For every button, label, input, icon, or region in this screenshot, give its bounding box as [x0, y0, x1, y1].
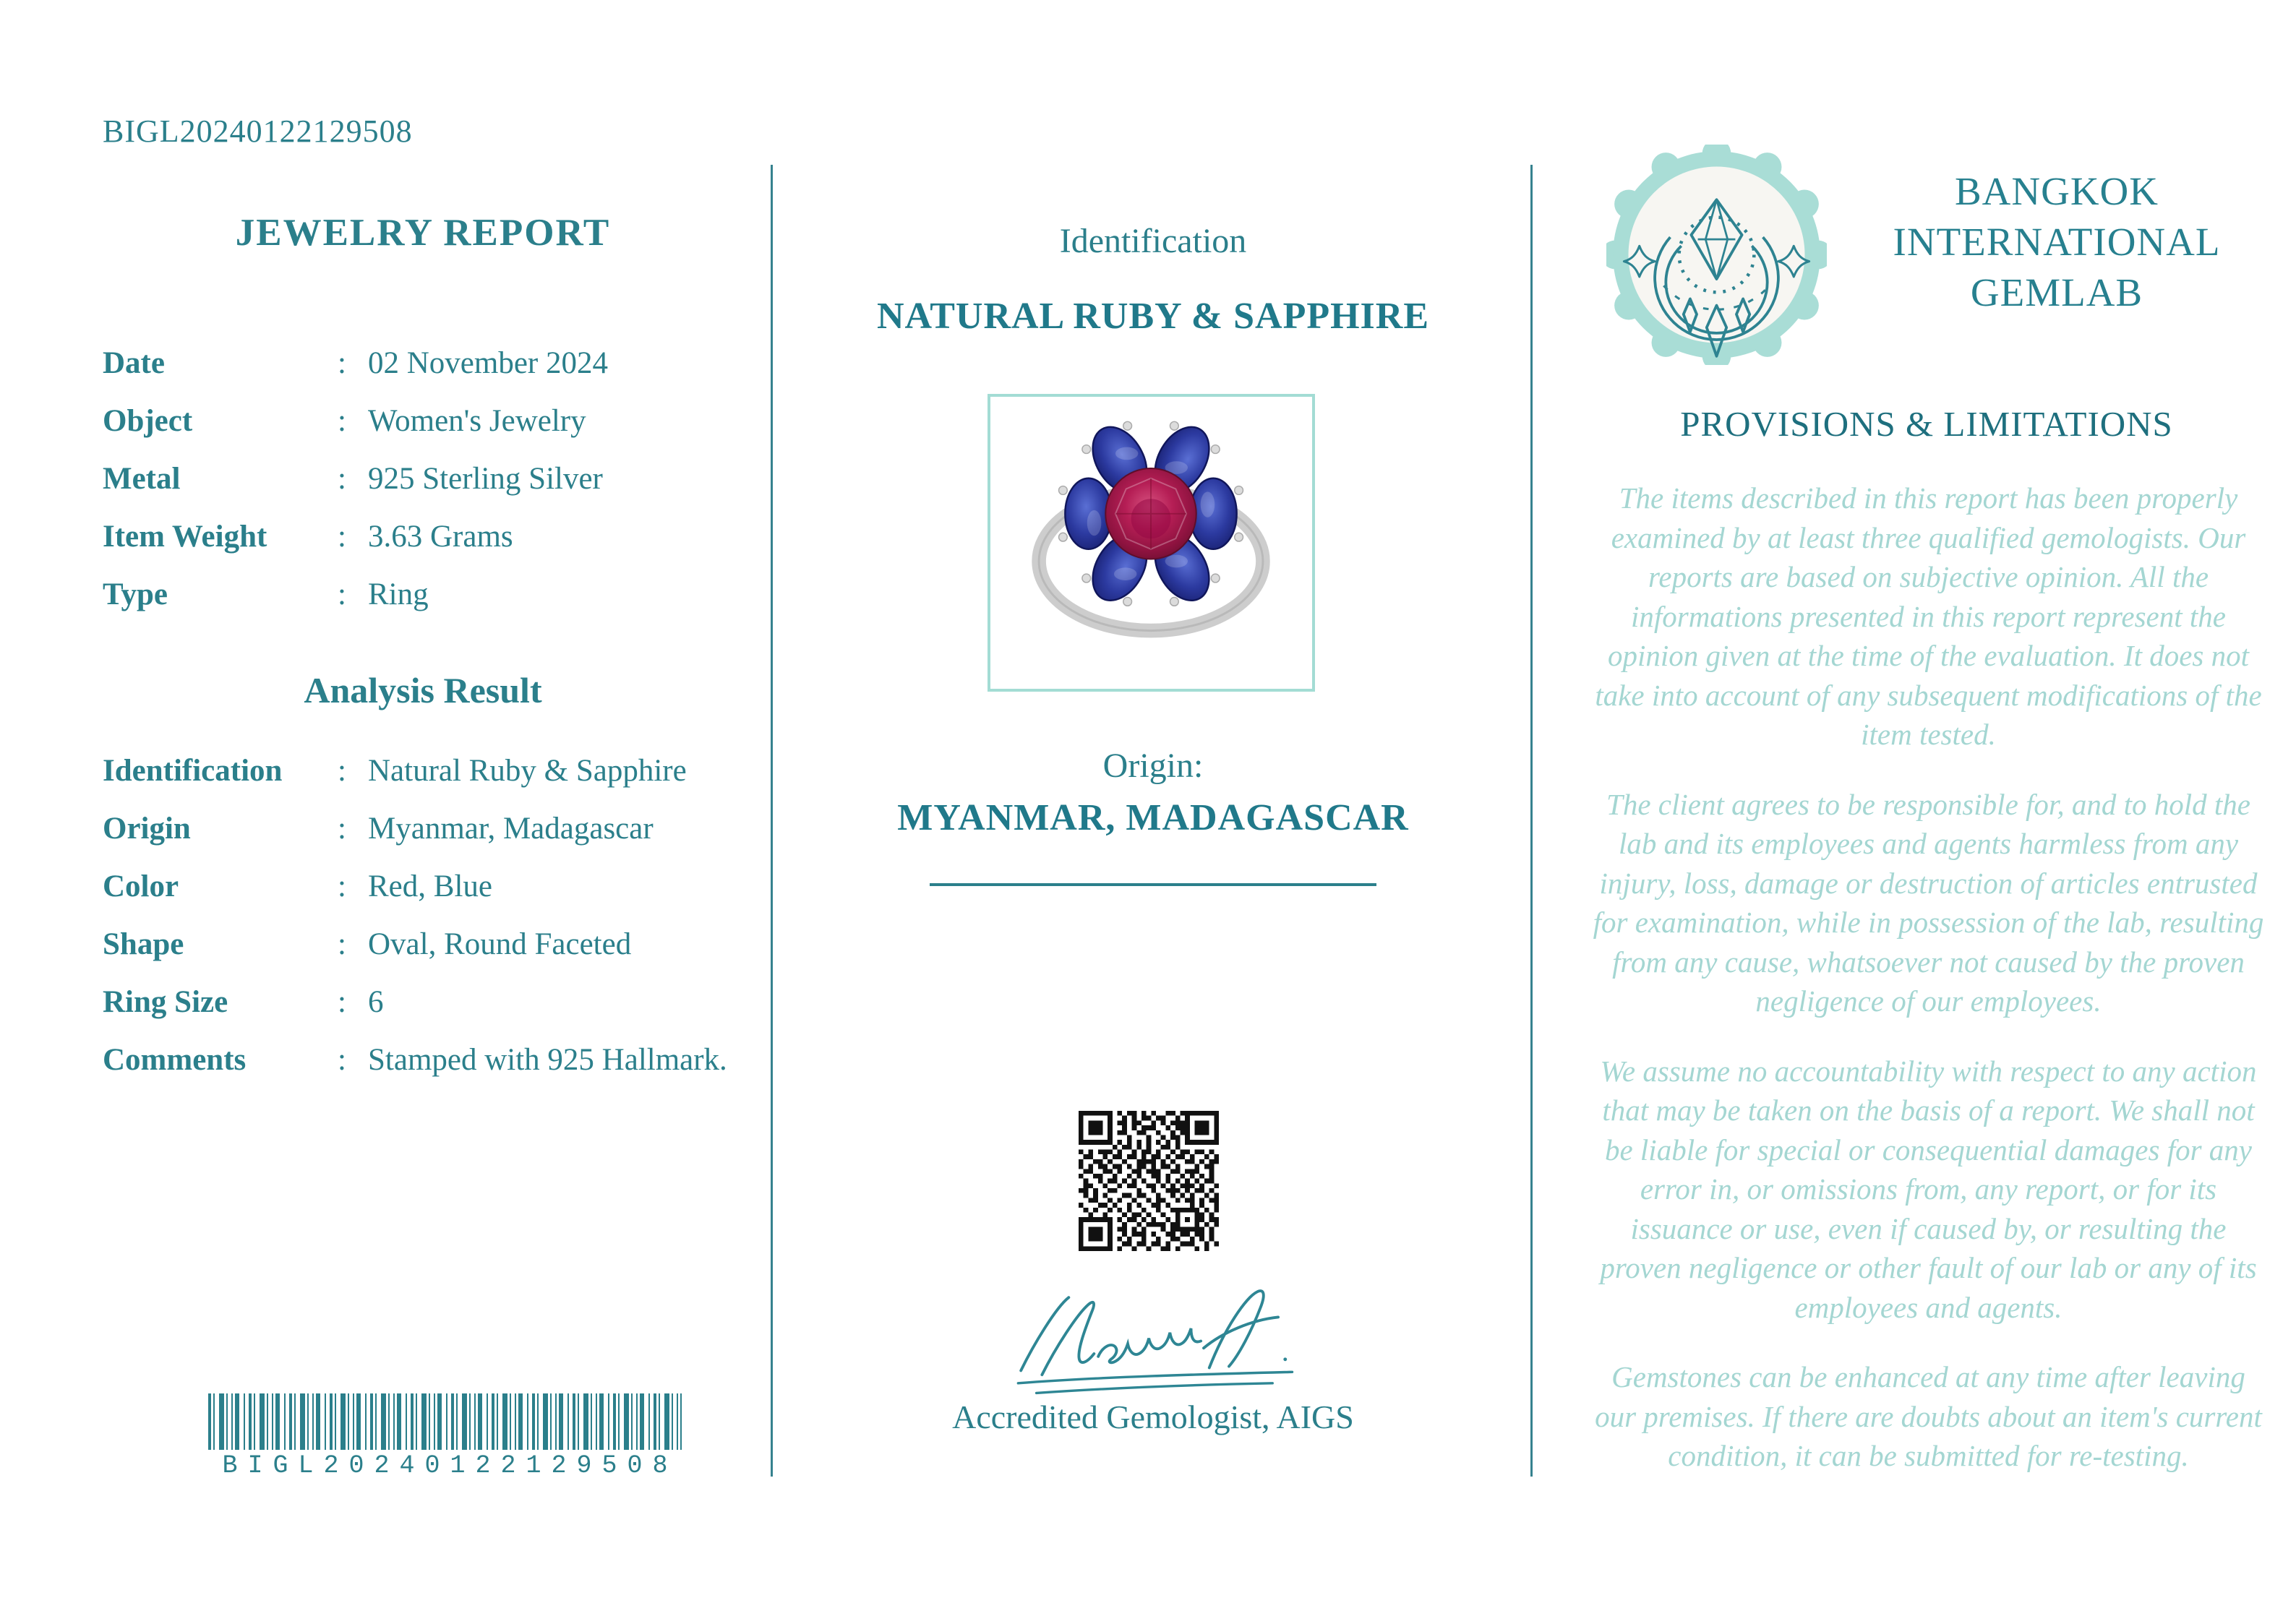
- detail-label: Item Weight: [103, 519, 267, 554]
- detail-row-item-weight: [103, 507, 757, 565]
- provisions-text: [1590, 478, 2266, 1506]
- jewelry-photo-frame: [988, 394, 1315, 692]
- detail-label: Object: [103, 403, 193, 438]
- analysis-value: Stamped with 925 Hallmark.: [368, 1042, 727, 1077]
- analysis-result-table: [103, 742, 757, 1088]
- identification-result: NATURAL RUBY & SAPPHIRE: [876, 296, 1430, 337]
- separator: :: [338, 984, 346, 1019]
- barcode: [208, 1393, 682, 1450]
- separator: :: [338, 519, 346, 554]
- column-divider-right: [1530, 165, 1533, 1477]
- separator: :: [338, 461, 346, 496]
- detail-row-date: [103, 334, 757, 392]
- analysis-row-shape: [103, 915, 757, 973]
- separator: :: [338, 577, 346, 611]
- separator: :: [338, 403, 346, 438]
- detail-value: 3.63 Grams: [368, 519, 513, 554]
- origin-underline: [930, 883, 1376, 886]
- report-title: JEWELRY REPORT: [235, 212, 611, 254]
- detail-label: Date: [103, 345, 165, 380]
- detail-value: Women's Jewelry: [368, 403, 586, 438]
- detail-row-object: [103, 392, 757, 450]
- analysis-row-identification: [103, 742, 757, 799]
- detail-value: Ring: [368, 577, 429, 611]
- detail-row-type: [103, 565, 757, 623]
- gemologist-signature: [972, 1278, 1334, 1404]
- gemlab-logo: [1606, 145, 1827, 365]
- analysis-label: Origin: [103, 811, 191, 846]
- lab-name-line-1: BANGKOK: [1955, 169, 2159, 213]
- analysis-value: 6: [368, 984, 384, 1019]
- detail-label: Metal: [103, 461, 181, 496]
- analysis-result-title: Analysis Result: [304, 670, 542, 710]
- separator: :: [338, 753, 346, 788]
- analysis-label: Shape: [103, 927, 184, 961]
- ring-photo: [990, 397, 1312, 689]
- provisions-paragraph-4: Gemstones can be enhanced at any time after leaving our premises. If there are doubts about an item's current condition, it can be submitted for re-testing.: [1595, 1360, 2262, 1473]
- origin-result: MYANMAR, MADAGASCAR: [897, 797, 1409, 838]
- report-details: [103, 334, 757, 623]
- report-number: BIGL20240122129508: [103, 113, 413, 149]
- lab-name-line-3: GEMLAB: [1970, 270, 2143, 314]
- analysis-label: Identification: [103, 753, 283, 788]
- analysis-label: Ring Size: [103, 984, 228, 1019]
- analysis-row-color: [103, 857, 757, 915]
- separator: :: [338, 811, 346, 846]
- detail-label: Type: [103, 577, 168, 611]
- analysis-value: Red, Blue: [368, 869, 492, 903]
- provisions-paragraph-2: The client agrees to be responsible for, and to hold the lab and its employees and agents harmless from any injury, loss, damage or destruction of articles entrusted for examination, while in possession of the lab, resulting from any cause, whatsoever not caused by the proven negligence of our employees.: [1593, 787, 2264, 1018]
- lab-name-line-2: INTERNATIONAL: [1893, 219, 2221, 264]
- separator: :: [338, 1042, 346, 1077]
- analysis-value: Myanmar, Madagascar: [368, 811, 654, 846]
- qr-code: [1079, 1111, 1219, 1251]
- lab-name: [1840, 166, 2274, 318]
- analysis-label: Comments: [103, 1042, 247, 1077]
- analysis-row-comments: [103, 1031, 757, 1088]
- origin-section-heading: Origin:: [1102, 747, 1204, 785]
- provisions-title: PROVISIONS & LIMITATIONS: [1680, 404, 2173, 444]
- detail-value: 02 November 2024: [368, 345, 608, 380]
- identification-section-heading: Identification: [1059, 222, 1247, 260]
- analysis-value: Oval, Round Faceted: [368, 927, 632, 961]
- barcode-text: BIGL20240122129508: [222, 1451, 678, 1480]
- provisions-paragraph-1: The items described in this report has been properly examined by at least three qualified gemologists. Our reports are based on subjective opinion. All the informations presented in this report represent the opinion given at the time of the evaluation. It does not take into account of any subsequent modifications of the item tested.: [1595, 481, 2262, 752]
- signer-title: Accredited Gemologist, AIGS: [952, 1399, 1354, 1435]
- detail-row-metal: [103, 450, 757, 507]
- analysis-value: Natural Ruby & Sapphire: [368, 753, 687, 788]
- analysis-row-ring-size: [103, 973, 757, 1031]
- separator: :: [338, 869, 346, 903]
- separator: :: [338, 927, 346, 961]
- separator: :: [338, 345, 346, 380]
- column-divider-left: [771, 165, 773, 1477]
- provisions-paragraph-3: We assume no accountability with respect to any action that may be taken on the basis of a report. We shall not be liable for special or consequential damages for any error in, or omissions from, any report, or for its issuance or use, even if caused by, or resulting the proven negligence or other fault of our lab or any of its employees and agents.: [1600, 1054, 2257, 1324]
- analysis-row-origin: [103, 799, 757, 857]
- detail-value: 925 Sterling Silver: [368, 461, 603, 496]
- analysis-label: Color: [103, 869, 179, 903]
